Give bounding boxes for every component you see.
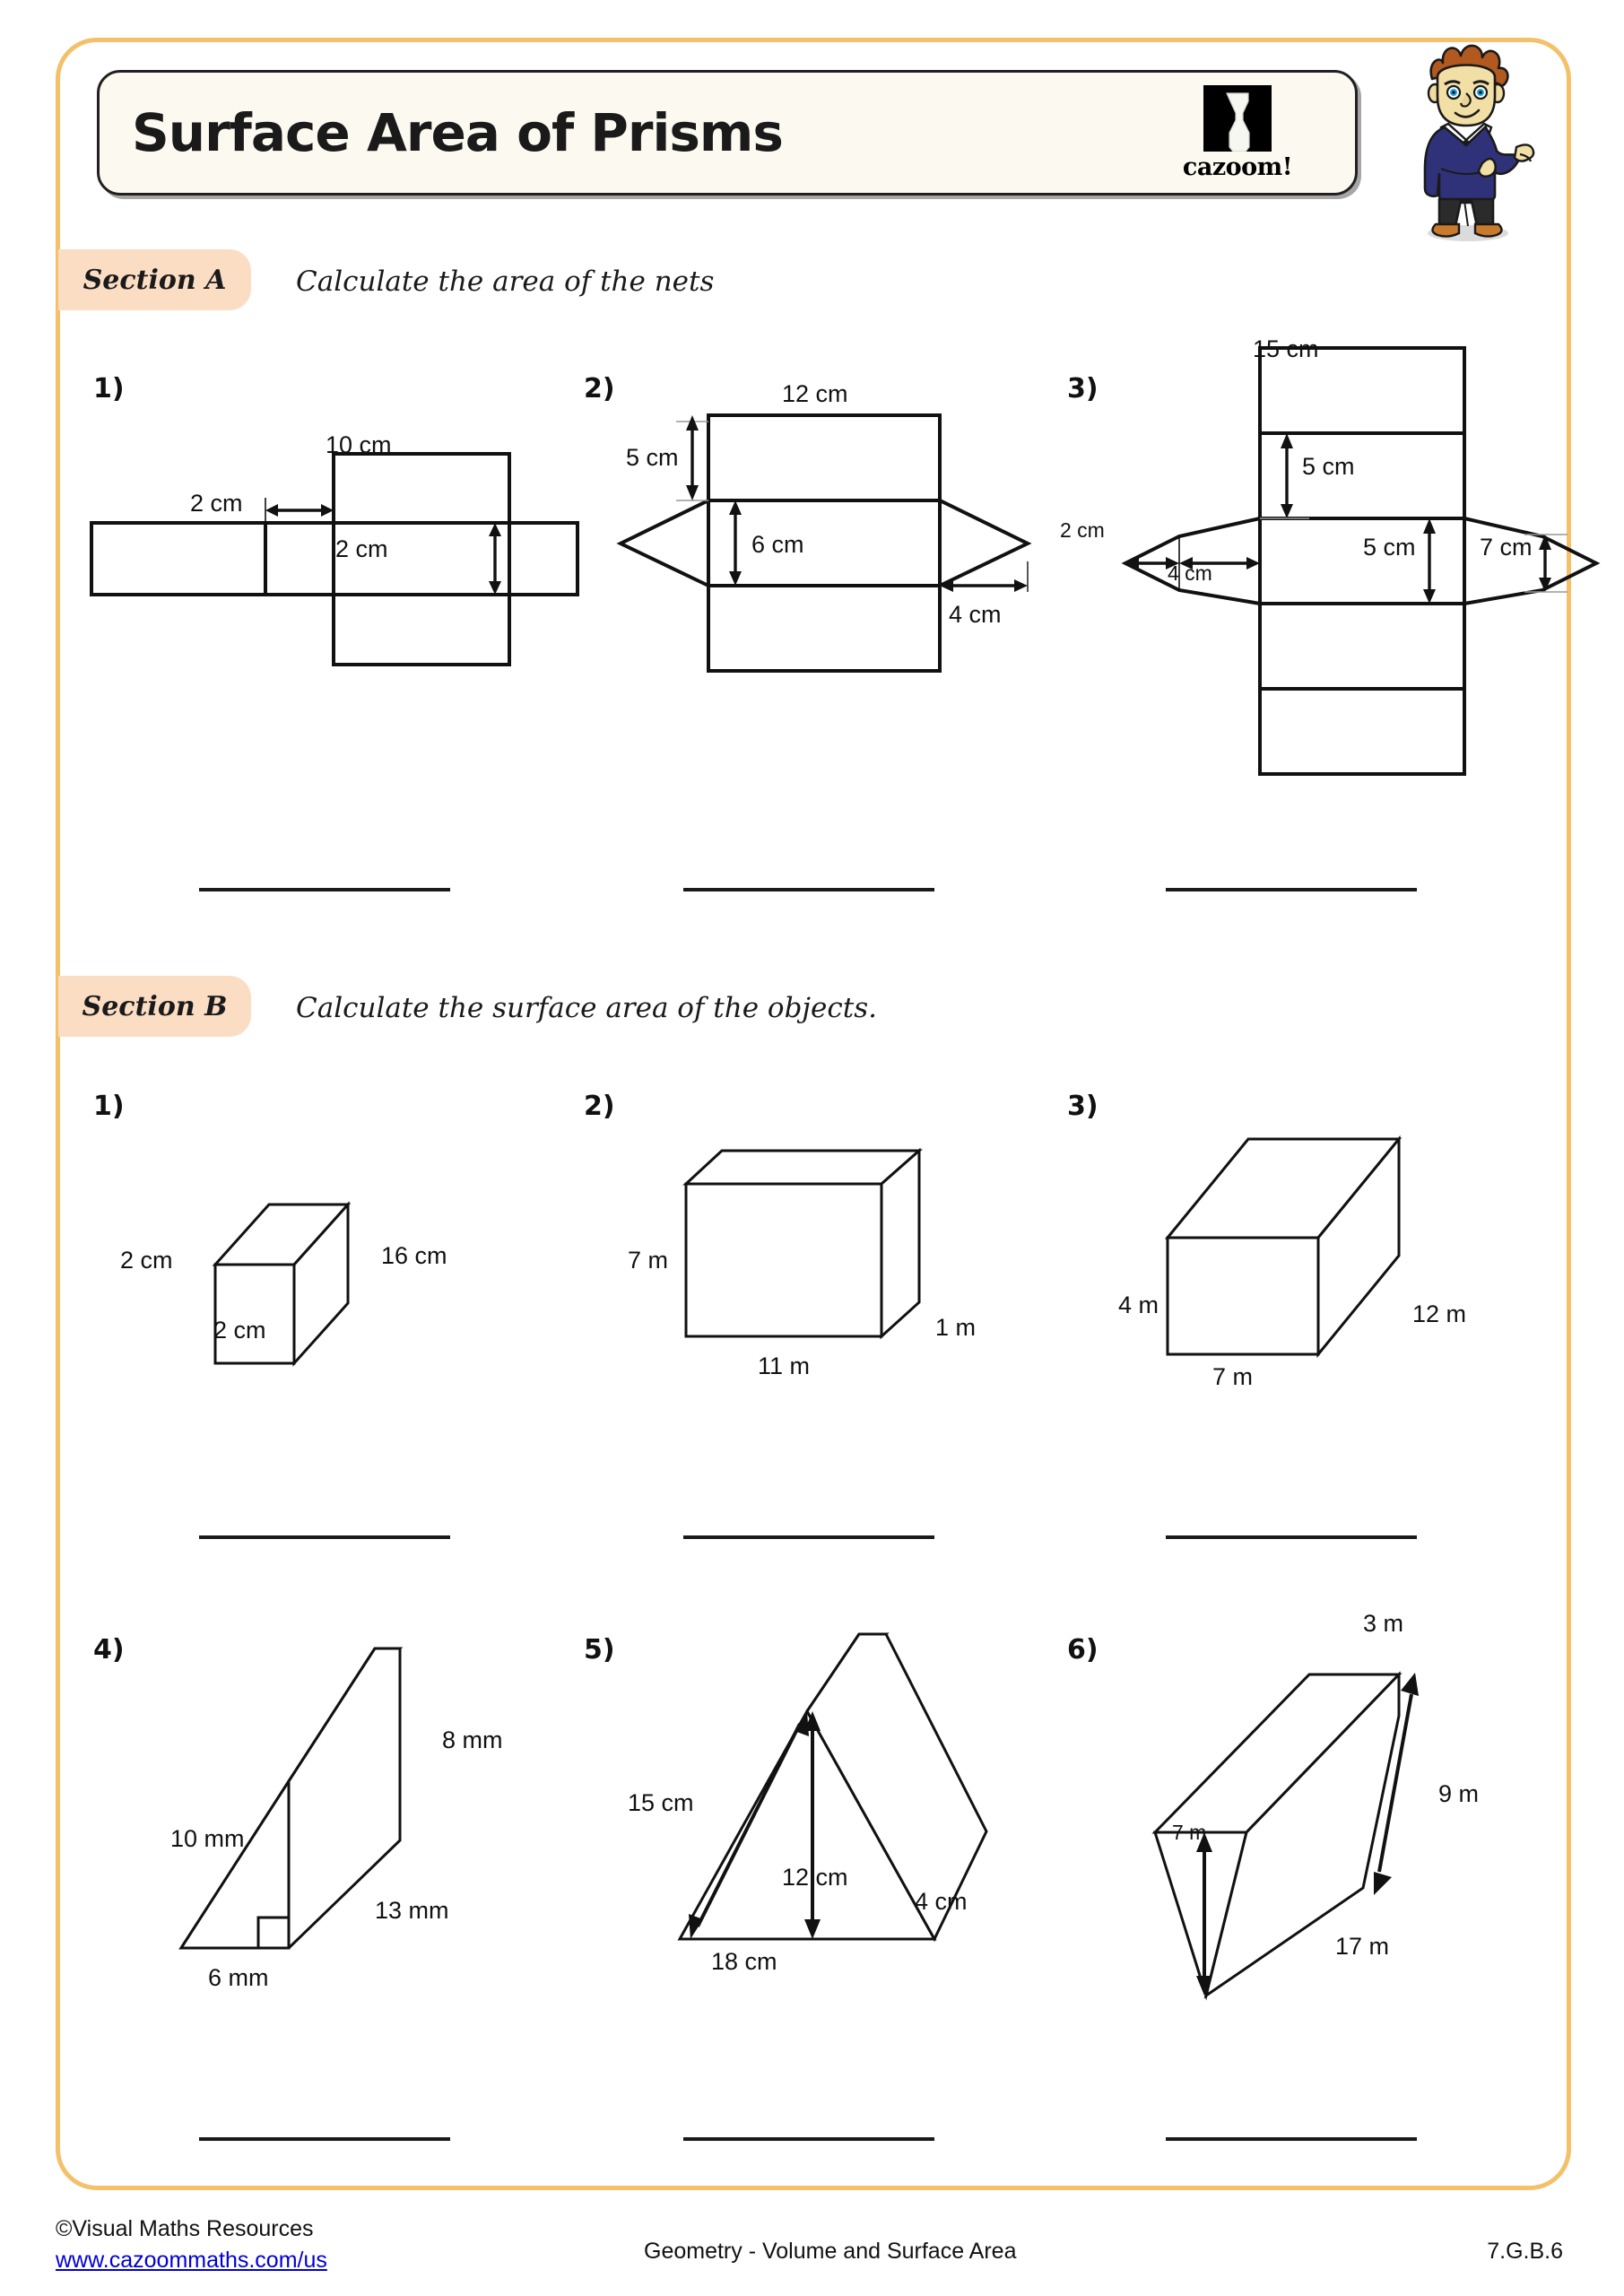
section-b-tag (58, 976, 251, 1037)
cazoom-wordmark: cazoom! (1182, 152, 1293, 181)
section-b-label: Section B (82, 990, 228, 1022)
label-b4-base: 6 mm (208, 1964, 269, 1991)
answer-line-b6[interactable] (1166, 2137, 1417, 2141)
question-b5-number: 5) (584, 1634, 615, 1665)
footer-copyright: ©Visual Maths Resources (56, 2216, 314, 2241)
label-b5-depth: 4 cm (915, 1888, 968, 1915)
cazoom-glass-icon (1203, 85, 1272, 152)
label-a3-left-short: 2 cm (1060, 518, 1105, 542)
answer-line-b5[interactable] (683, 2137, 934, 2141)
label-a2-left: 5 cm (626, 444, 679, 471)
label-b6-right: 9 m (1438, 1780, 1480, 1807)
page-title: Surface Area of Prisms (132, 102, 783, 163)
label-a1-top: 10 cm (326, 431, 392, 458)
label-b3-depth: 12 m (1412, 1300, 1467, 1327)
label-b2-width: 11 m (758, 1352, 811, 1379)
answer-line-a1[interactable] (199, 888, 450, 891)
label-b5-base: 18 cm (711, 1948, 777, 1975)
section-b-description: Calculate the surface area of the objects. (296, 992, 877, 1024)
label-b6-top: 3 m (1363, 1610, 1404, 1637)
section-a-description: Calculate the area of the nets (296, 265, 715, 298)
label-b2-depth: 1 m (935, 1314, 977, 1341)
label-b5-height: 12 cm (782, 1864, 848, 1891)
label-a2-middle: 6 cm (751, 531, 804, 558)
question-a3-number: 3) (1067, 373, 1099, 404)
answer-line-a2[interactable] (683, 888, 934, 891)
label-b1-height: 2 cm (120, 1247, 173, 1274)
question-a1-number: 1) (93, 373, 125, 404)
label-a3-right: 7 cm (1480, 534, 1533, 561)
label-b4-height: 8 mm (442, 1726, 503, 1753)
answer-line-a3[interactable] (1166, 888, 1417, 891)
answer-line-b4[interactable] (199, 2137, 450, 2141)
footer-copyright-block (56, 2213, 327, 2275)
footer-standard-code: 7.G.B.6 (1487, 2239, 1563, 2264)
label-b5-slant: 15 cm (628, 1789, 694, 1816)
label-a3-middle: 5 cm (1363, 534, 1416, 561)
figure-a2-triangular-prism-net (619, 402, 1049, 671)
figure-b1-long-cuboid (179, 1126, 511, 1395)
footer-website-link[interactable]: www.cazoommaths.com/us (56, 2247, 327, 2273)
label-b2-height: 7 m (628, 1247, 669, 1274)
footer-topic: Geometry - Volume and Surface Area (644, 2239, 1017, 2264)
cazoom-logo (1161, 81, 1314, 185)
figure-b2-cuboid (664, 1139, 968, 1390)
label-b3-width: 7 m (1212, 1363, 1254, 1390)
mascot-character-icon (1385, 38, 1547, 244)
question-b6-number: 6) (1067, 1634, 1099, 1665)
answer-line-b3[interactable] (1166, 1535, 1417, 1539)
label-b4-depth: 13 mm (375, 1897, 449, 1924)
figure-b3-cuboid (1130, 1121, 1471, 1390)
label-b6-height: 7 m (1172, 1821, 1207, 1844)
label-a3-top: 15 cm (1253, 335, 1319, 362)
label-b1-width: 2 cm (213, 1317, 266, 1344)
label-a2-right: 4 cm (949, 601, 1002, 628)
question-b4-number: 4) (93, 1634, 125, 1665)
section-a-label: Section A (83, 264, 227, 296)
page-footer (0, 2213, 1624, 2296)
label-a1-height: 2 cm (335, 535, 388, 562)
question-b1-number: 1) (93, 1091, 125, 1122)
label-a2-top: 12 cm (782, 380, 848, 407)
label-b4-slant: 10 mm (170, 1825, 245, 1852)
title-bar (97, 70, 1358, 196)
answer-line-b1[interactable] (199, 1535, 450, 1539)
answer-line-b2[interactable] (683, 1535, 934, 1539)
question-b2-number: 2) (584, 1091, 615, 1122)
section-a-tag (58, 249, 251, 310)
label-b1-depth: 16 cm (381, 1242, 447, 1269)
label-a3-upper: 5 cm (1302, 453, 1355, 480)
label-a1-gap: 2 cm (190, 490, 243, 517)
question-b3-number: 3) (1067, 1091, 1099, 1122)
question-a2-number: 2) (584, 373, 615, 404)
label-b3-height: 4 m (1118, 1292, 1159, 1318)
label-b6-depth: 17 m (1335, 1933, 1390, 1960)
label-a3-left-long: 4 cm (1168, 561, 1212, 585)
